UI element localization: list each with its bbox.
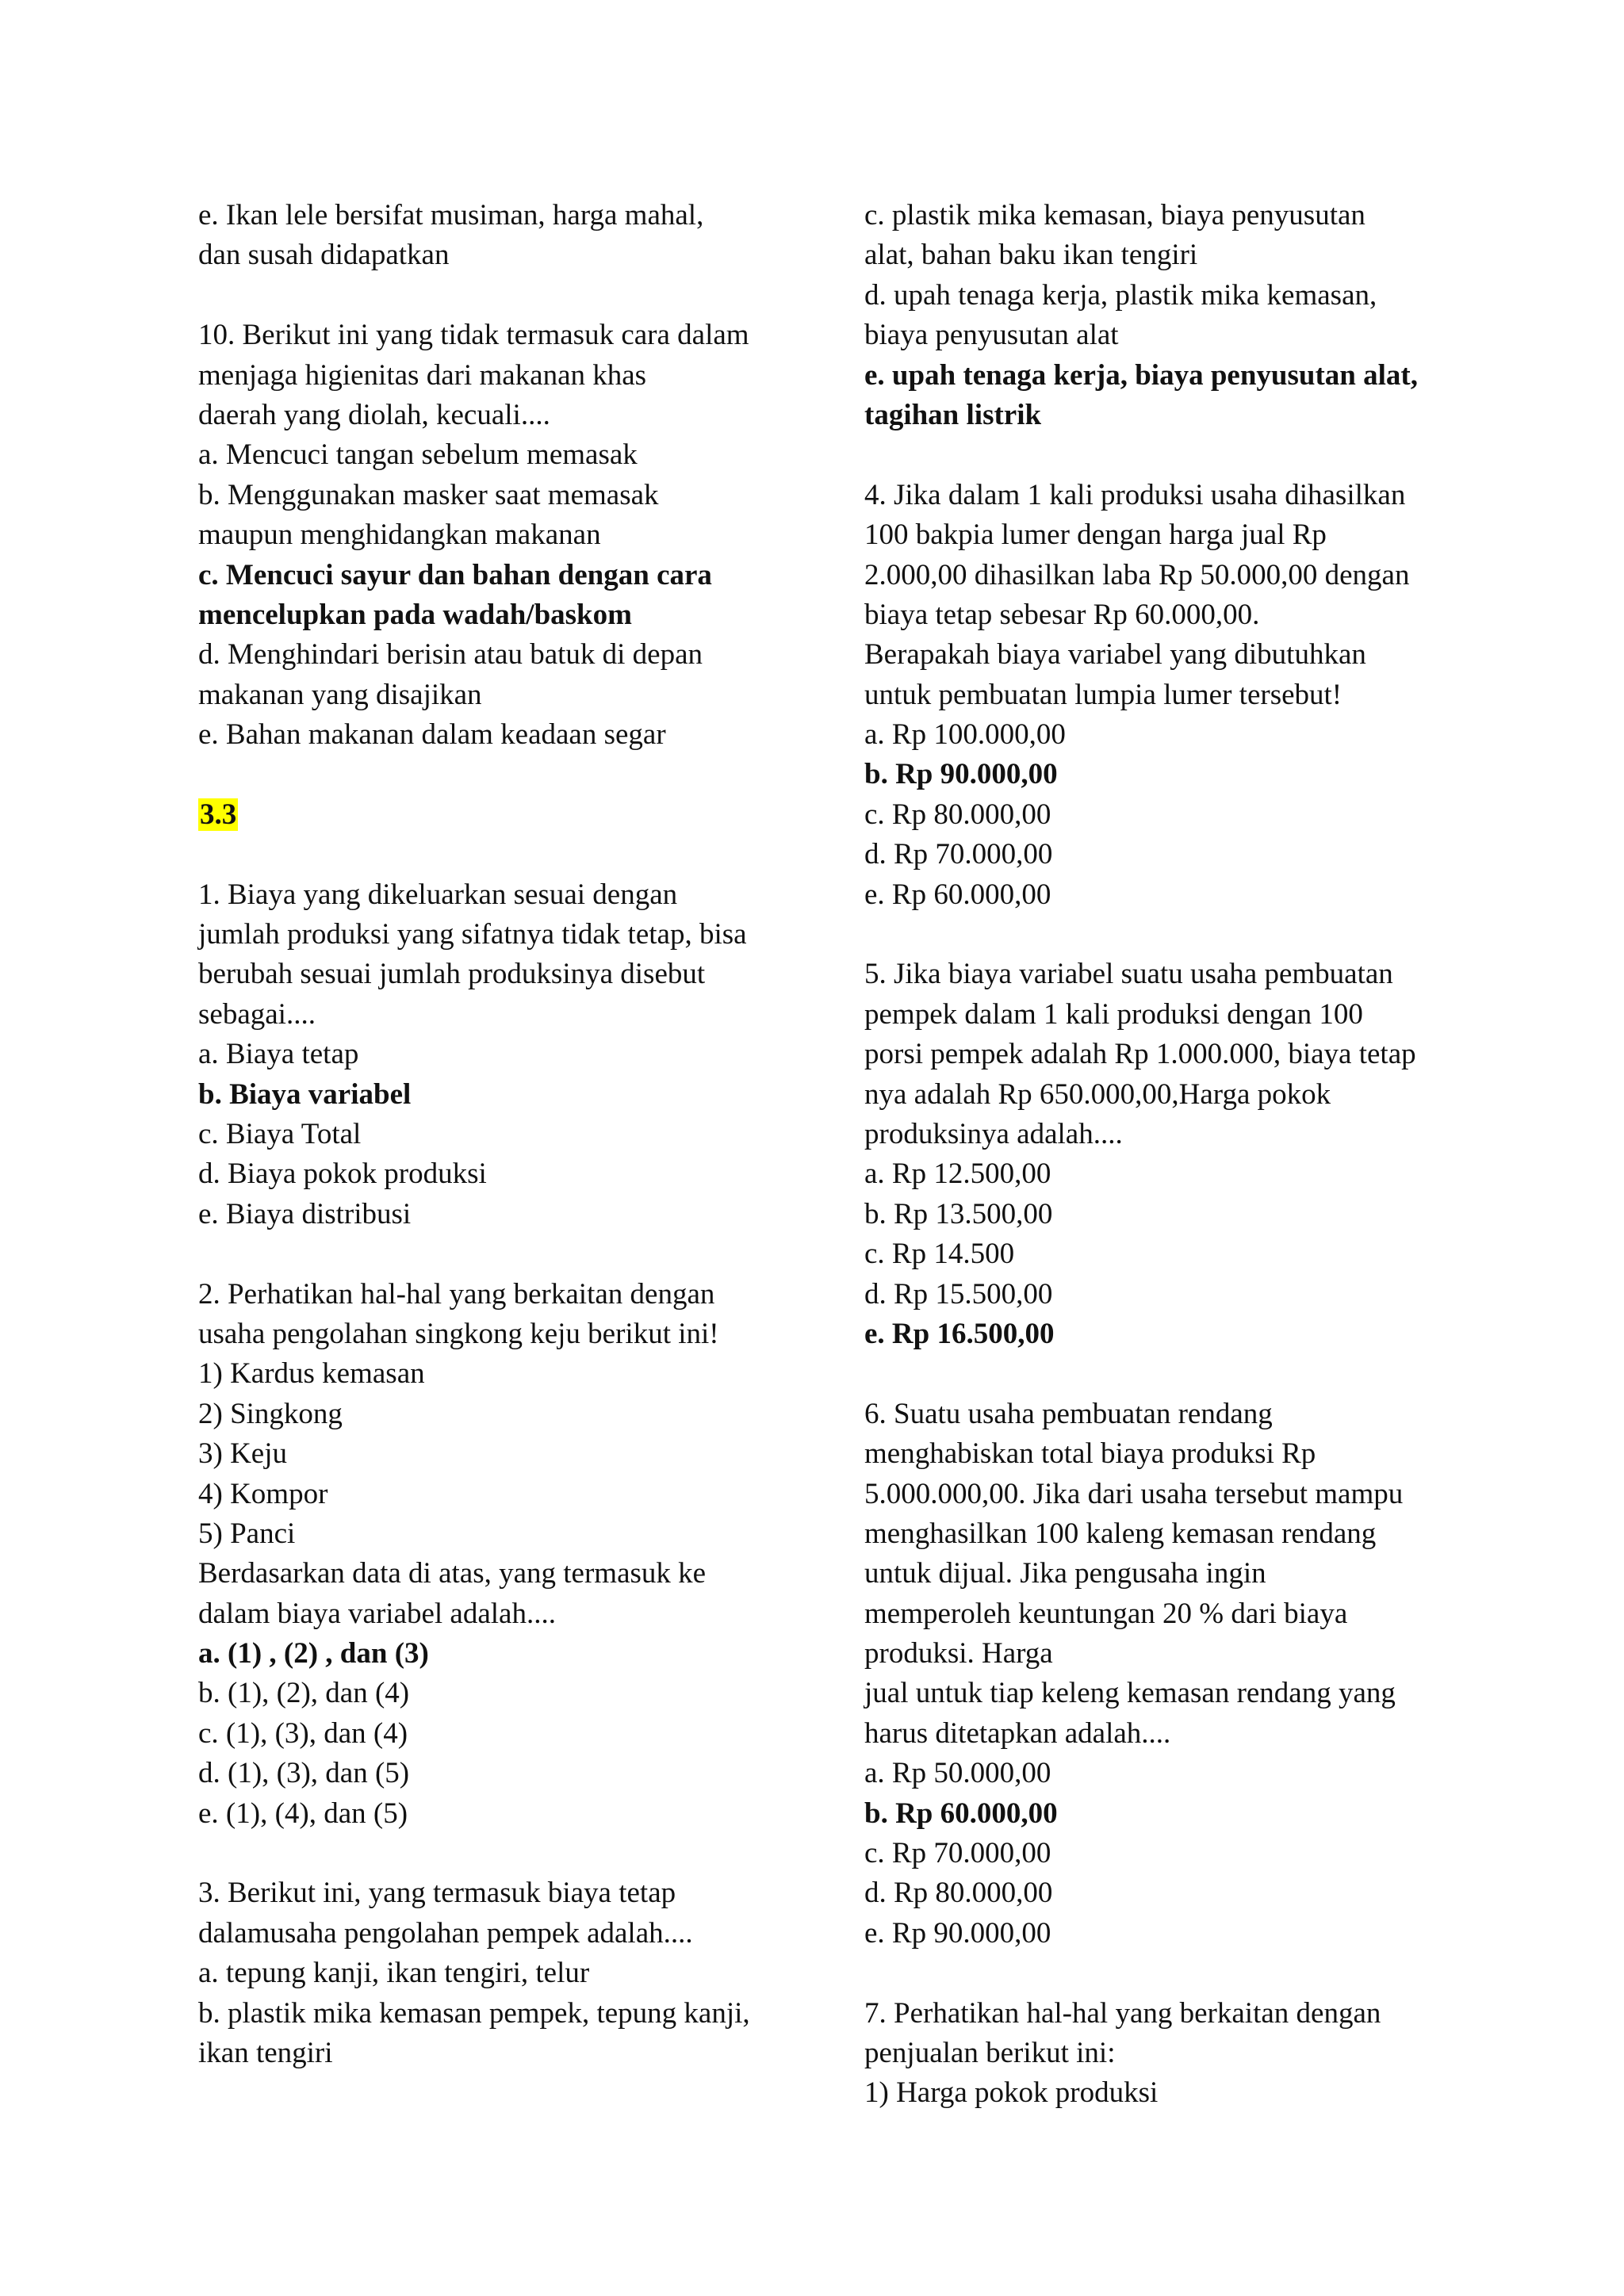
left-column (198, 196, 817, 2073)
right-text-line: d. Rp 80.000,00 (864, 1877, 1053, 1910)
left-text-line: sebagai.... (198, 997, 316, 1031)
right-text-line: produksinya adalah.... (864, 1117, 1123, 1150)
left-text-line: usaha pengolahan singkong keju berikut ini! (198, 1317, 719, 1350)
right-text-line: menghabiskan total biaya produksi Rp (864, 1437, 1316, 1471)
left-answer-line: c. Mencuci sayur dan bahan dengan cara (198, 558, 712, 591)
left-text-line: Berdasarkan data di atas, yang termasuk ke (198, 1557, 707, 1590)
left-blank-line (198, 1834, 817, 1873)
right-text-line: biaya penyusutan alat (864, 319, 1119, 352)
right-text-line: 2.000,00 dihasilkan laba Rp 50.000,00 dengan (864, 558, 1410, 591)
right-text-line: Berapakah biaya variabel yang dibutuhkan (864, 638, 1366, 672)
right-text-line: c. Rp 70.000,00 (864, 1837, 1051, 1870)
right-text-line: alat, bahan baku ikan tengiri (864, 239, 1198, 272)
left-text-line: e. Biaya distribusi (198, 1197, 412, 1230)
right-answer-line: b. Rp 90.000,00 (864, 758, 1058, 791)
left-text-line: a. Mencuci tangan sebelum memasak (198, 438, 638, 472)
right-answer-line: e. Rp 16.500,00 (864, 1317, 1055, 1350)
left-blank-line (198, 1234, 817, 1274)
left-answer-line: a. (1) , (2) , dan (3) (198, 1637, 429, 1670)
left-text-line: 5) Panci (198, 1517, 296, 1550)
right-text-line: jual untuk tiap keleng kemasan rendang yang (864, 1677, 1396, 1710)
left-text-line: b. plastik mika kemasan pempek, tepung kanji, (198, 1996, 750, 2030)
right-answer-line: b. Rp 60.000,00 (864, 1797, 1058, 1830)
right-text-line: e. Rp 60.000,00 (864, 878, 1051, 911)
right-text-line: c. Rp 80.000,00 (864, 798, 1051, 831)
left-text-line: 4) Kompor (198, 1477, 328, 1510)
left-text-line: b. Menggunakan masker saat memasak (198, 478, 659, 511)
section-heading (198, 795, 817, 835)
right-text-line: untuk pembuatan lumpia lumer tersebut! (864, 678, 1342, 711)
right-text-line: d. Rp 15.500,00 (864, 1277, 1053, 1311)
left-text-line: daerah yang diolah, kecuali.... (198, 398, 550, 431)
right-text-line: 100 bakpia lumer dengan harga jual Rp (864, 519, 1327, 552)
right-text-line: menghasilkan 100 kaleng kemasan rendang (864, 1517, 1377, 1550)
left-answer-line: mencelupkan pada wadah/baskom (198, 598, 632, 631)
right-text-line: c. plastik mika kemasan, biaya penyusutan (864, 199, 1365, 232)
right-text-line: b. Rp 13.500,00 (864, 1197, 1053, 1230)
left-text-line: menjaga higienitas dari makanan khas (198, 358, 647, 392)
left-text-line: d. Biaya pokok produksi (198, 1158, 487, 1191)
left-text-line: 3. Berikut ini, yang termasuk biaya tetap (198, 1877, 676, 1910)
left-text-line: 1. Biaya yang dikeluarkan sesuai dengan (198, 878, 678, 911)
right-text-line: harus ditetapkan adalah.... (864, 1716, 1171, 1750)
right-text-line: penjualan berikut ini: (864, 2036, 1116, 2069)
left-text-line: 3) Keju (198, 1437, 287, 1471)
right-text-line: d. upah tenaga kerja, plastik mika kemasan, (864, 278, 1377, 312)
left-text-line: c. Biaya Total (198, 1117, 362, 1150)
right-text-line: d. Rp 70.000,00 (864, 838, 1053, 871)
left-text-line: e. Bahan makanan dalam keadaan segar (198, 718, 666, 752)
highlighted-section-number: 3.3 (200, 798, 237, 831)
right-text-line: 4. Jika dalam 1 kali produksi usaha dihasilkan (864, 478, 1406, 511)
right-text-line: c. Rp 14.500 (864, 1238, 1015, 1271)
left-blank-line (198, 276, 817, 316)
left-text-line: makanan yang disajikan (198, 678, 482, 711)
left-answer-line: b. Biaya variabel (198, 1077, 412, 1111)
left-text-line: dalamusaha pengolahan pempek adalah.... (198, 1916, 693, 1950)
right-text-line: 6. Suatu usaha pembuatan rendang (864, 1397, 1273, 1430)
left-blank-line (198, 755, 817, 794)
left-text-line: dalam biaya variabel adalah.... (198, 1597, 556, 1630)
left-text-line: a. Biaya tetap (198, 1038, 359, 1071)
right-blank-line (864, 915, 1467, 955)
right-text-line: 5.000.000,00. Jika dari usaha tersebut mampu (864, 1477, 1404, 1510)
right-text-line: produksi. Harga (864, 1637, 1053, 1670)
left-text-line: dan susah didapatkan (198, 239, 450, 272)
right-column (864, 196, 1467, 2114)
left-text-line: 1) Kardus kemasan (198, 1357, 425, 1391)
left-text-line: maupun menghidangkan makanan (198, 519, 601, 552)
right-text-line: a. Rp 100.000,00 (864, 718, 1066, 752)
left-text-line: berubah sesuai jumlah produksinya disebut (198, 958, 706, 991)
left-text-line: 10. Berikut ini yang tidak termasuk cara dalam (198, 319, 749, 352)
left-text-line: c. (1), (3), dan (4) (198, 1716, 408, 1750)
right-text-line: a. Rp 12.500,00 (864, 1158, 1051, 1191)
left-text-line: d. Menghindari berisin atau batuk di depan (198, 638, 703, 672)
left-blank-line (198, 835, 817, 874)
left-text-line: ikan tengiri (198, 2036, 333, 2069)
right-text-line: memperoleh keuntungan 20 % dari biaya (864, 1597, 1348, 1630)
right-text-line: nya adalah Rp 650.000,00,Harga pokok (864, 1077, 1331, 1111)
right-text-line: 1) Harga pokok produksi (864, 2076, 1159, 2110)
right-blank-line (864, 1954, 1467, 1993)
right-blank-line (864, 1354, 1467, 1394)
right-text-line: biaya tetap sebesar Rp 60.000,00. (864, 598, 1260, 631)
right-text-line: 5. Jika biaya variabel suatu usaha pembuatan (864, 958, 1393, 991)
right-answer-line: e. upah tenaga kerja, biaya penyusutan alat, (864, 358, 1418, 392)
right-answer-line: tagihan listrik (864, 398, 1042, 431)
right-blank-line (864, 435, 1467, 475)
left-text-line: jumlah produksi yang sifatnya tidak tetap, bisa (198, 918, 747, 951)
left-text-line: 2) Singkong (198, 1397, 343, 1430)
left-text-line: d. (1), (3), dan (5) (198, 1757, 410, 1790)
left-text-line: e. Ikan lele bersifat musiman, harga mahal, (198, 199, 704, 232)
right-text-line: pempek dalam 1 kali produksi dengan 100 (864, 997, 1363, 1031)
right-text-line: untuk dijual. Jika pengusaha ingin (864, 1557, 1266, 1590)
right-text-line: e. Rp 90.000,00 (864, 1916, 1051, 1950)
right-text-line: porsi pempek adalah Rp 1.000.000, biaya tetap (864, 1038, 1416, 1071)
left-text-line: a. tepung kanji, ikan tengiri, telur (198, 1957, 590, 1990)
right-text-line: 7. Perhatikan hal-hal yang berkaitan dengan (864, 1996, 1381, 2030)
right-text-line: a. Rp 50.000,00 (864, 1757, 1051, 1790)
left-text-line: e. (1), (4), dan (5) (198, 1797, 408, 1830)
left-text-line: 2. Perhatikan hal-hal yang berkaitan dengan (198, 1277, 715, 1311)
left-text-line: b. (1), (2), dan (4) (198, 1677, 410, 1710)
